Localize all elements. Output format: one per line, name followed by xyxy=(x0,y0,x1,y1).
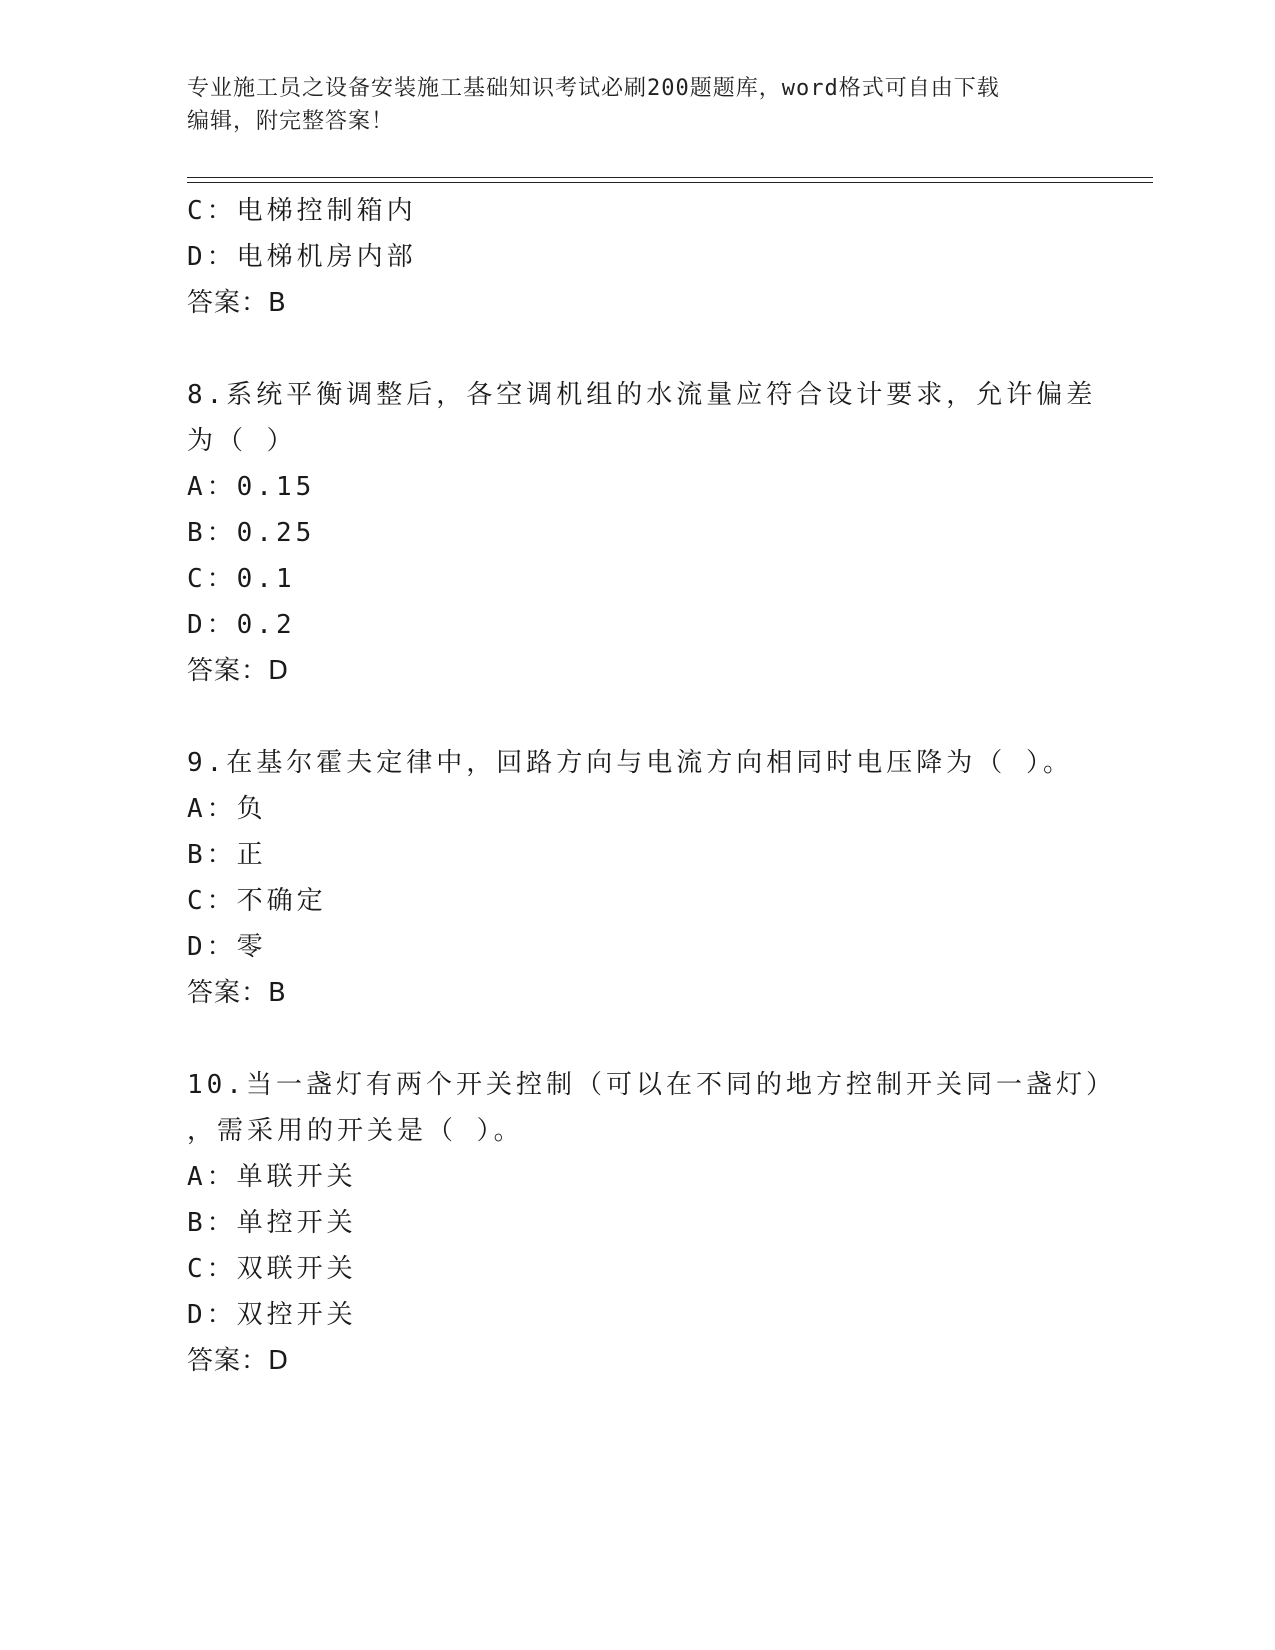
question-9 xyxy=(187,740,1087,1016)
option-d: D：电梯机房内部 xyxy=(187,242,417,272)
header-title-line-2: 编辑，附完整答案！ xyxy=(187,109,395,134)
question-8 xyxy=(187,372,1097,694)
spacer xyxy=(187,694,1087,740)
question-10 xyxy=(187,1062,1116,1384)
question-list xyxy=(187,188,1116,1384)
option-d: D：双控开关 xyxy=(187,1300,357,1330)
question-text-line-1: 9.在基尔霍夫定律中，回路方向与电流方向相同时电压降为（ ）。 xyxy=(187,748,1073,778)
spacer xyxy=(187,1016,1087,1062)
option-c: C：0.1 xyxy=(187,564,296,594)
option-a: A：0.15 xyxy=(187,472,316,502)
answer-line: 答案：D xyxy=(187,1346,290,1376)
option-c: C：不确定 xyxy=(187,886,327,916)
option-b: B：单控开关 xyxy=(187,1208,357,1238)
answer-line: 答案：D xyxy=(187,656,290,686)
question-text-line-1: 8.系统平衡调整后，各空调机组的水流量应符合设计要求，允许偏差 xyxy=(187,380,1097,410)
header-title-line-1: 专业施工员之设备安装施工基础知识考试必刷200题题库，word格式可自由下载 xyxy=(187,76,1000,101)
option-b: B：0.25 xyxy=(187,518,316,548)
option-c: C：电梯控制箱内 xyxy=(187,196,417,226)
question-7-continuation xyxy=(187,188,1087,326)
option-d: D：0.2 xyxy=(187,610,296,640)
question-text-line-2: 为（ ） xyxy=(187,426,297,456)
option-c: C：双联开关 xyxy=(187,1254,357,1284)
question-text-line-1: 10.当一盏灯有两个开关控制（可以在不同的地方控制开关同一盏灯） xyxy=(187,1070,1116,1100)
document-header xyxy=(187,72,1087,138)
answer-line: 答案：B xyxy=(187,978,287,1008)
option-d: D：零 xyxy=(187,932,267,962)
option-b: B：正 xyxy=(187,840,267,870)
header-divider-bottom xyxy=(187,182,1153,183)
question-text-line-2: ，需采用的开关是（ ）。 xyxy=(187,1116,524,1146)
option-a: A：单联开关 xyxy=(187,1162,357,1192)
spacer xyxy=(187,326,1087,372)
header-divider-top xyxy=(187,177,1153,178)
answer-line: 答案：B xyxy=(187,288,287,318)
option-a: A：负 xyxy=(187,794,267,824)
